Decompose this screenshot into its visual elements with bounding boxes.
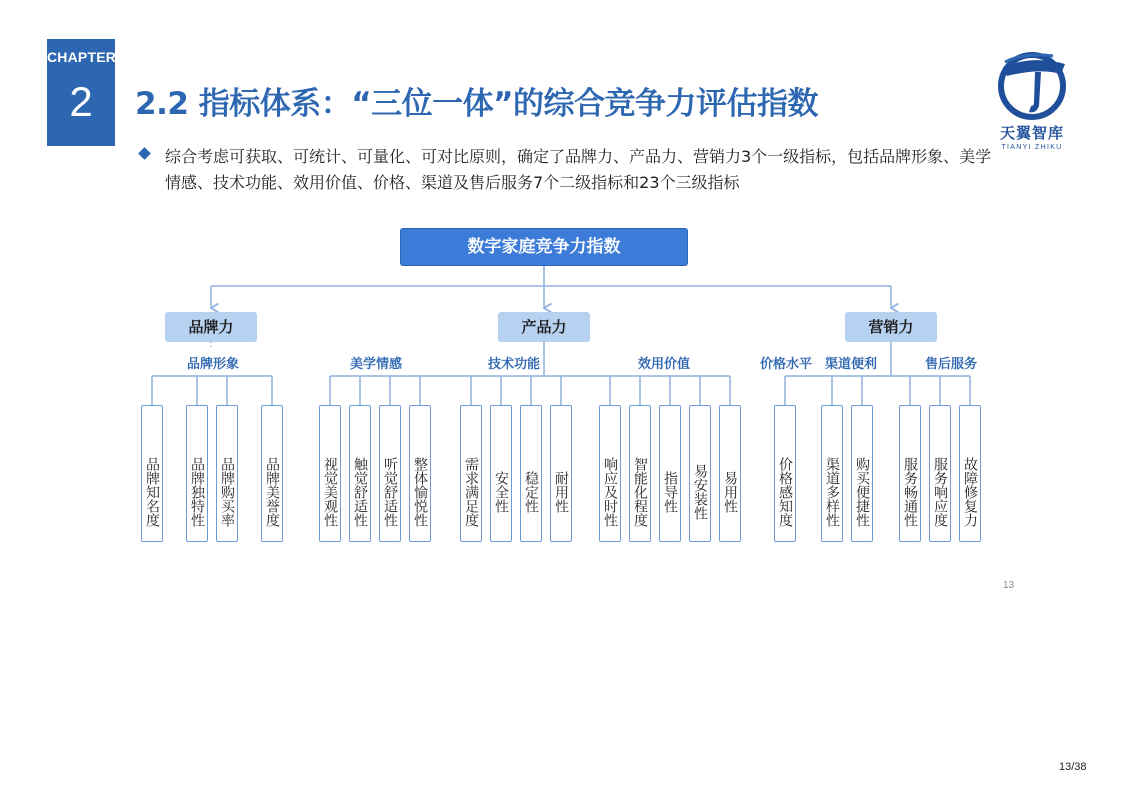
level1-product: 产品力	[498, 312, 590, 342]
level3-node: 需求满足度	[460, 405, 482, 542]
level3-node: 视觉美观性	[319, 405, 341, 542]
level3-node: 品牌知名度	[141, 405, 163, 542]
level3-node: 品牌美誉度	[261, 405, 283, 542]
level3-node: 稳定性	[520, 405, 542, 542]
level3-node: 品牌购买率	[216, 405, 238, 542]
level3-node: 服务畅通性	[899, 405, 921, 542]
level3-node: 易安装性	[689, 405, 711, 542]
logo-subtitle: TIANYI ZHIKU	[1001, 144, 1063, 151]
level1-marketing: 营销力	[845, 312, 937, 342]
logo-name: 天翼智库	[999, 124, 1064, 142]
page-counter: 13/38	[1059, 761, 1087, 773]
level3-node: 购买便捷性	[851, 405, 873, 542]
level3-node: 触觉舒适性	[349, 405, 371, 542]
level3-node: 易用性	[719, 405, 741, 542]
level2-channel: 渠道便利	[825, 357, 878, 372]
level2-brand-image: 品牌形象	[187, 357, 240, 372]
level3-node: 响应及时性	[599, 405, 621, 542]
chapter-label: CHAPTER	[47, 49, 117, 65]
level2-after-sales: 售后服务	[925, 357, 978, 372]
slide-number: 13	[1003, 580, 1015, 591]
level3-node: 价格感知度	[774, 405, 796, 542]
level2-utility-value: 效用价值	[638, 357, 691, 372]
level2-price: 价格水平	[760, 357, 813, 372]
level1-brand: 品牌力	[165, 312, 257, 342]
page-title: 2.2 指标体系：“三位一体”的综合竞争力评估指数	[135, 86, 818, 122]
level3-node: 服务响应度	[929, 405, 951, 542]
level3-node: 安全性	[490, 405, 512, 542]
level3-node: 整体愉悦性	[409, 405, 431, 542]
level3-node: 故障修复力	[959, 405, 981, 542]
level3-node: 耐用性	[550, 405, 572, 542]
chapter-number: 2	[69, 78, 93, 125]
root-node: 数字家庭竞争力指数	[400, 228, 688, 266]
level3-node: 品牌独特性	[186, 405, 208, 542]
level3-node: 听觉舒适性	[379, 405, 401, 542]
description-text: 综合考虑可获取、可统计、可量化、可对比原则，确定了品牌力、产品力、营销力3个一级指标，包括品牌形象、美学情感、技术功能、效用价值、价格、渠道及售后服务7个二级指标和23个三级指标	[165, 147, 992, 192]
level3-node: 指导性	[659, 405, 681, 542]
level2-tech-function: 技术功能	[488, 357, 541, 372]
level2-aesthetic: 美学情感	[350, 357, 403, 372]
level3-node: 智能化程度	[629, 405, 651, 542]
level3-node: 渠道多样性	[821, 405, 843, 542]
